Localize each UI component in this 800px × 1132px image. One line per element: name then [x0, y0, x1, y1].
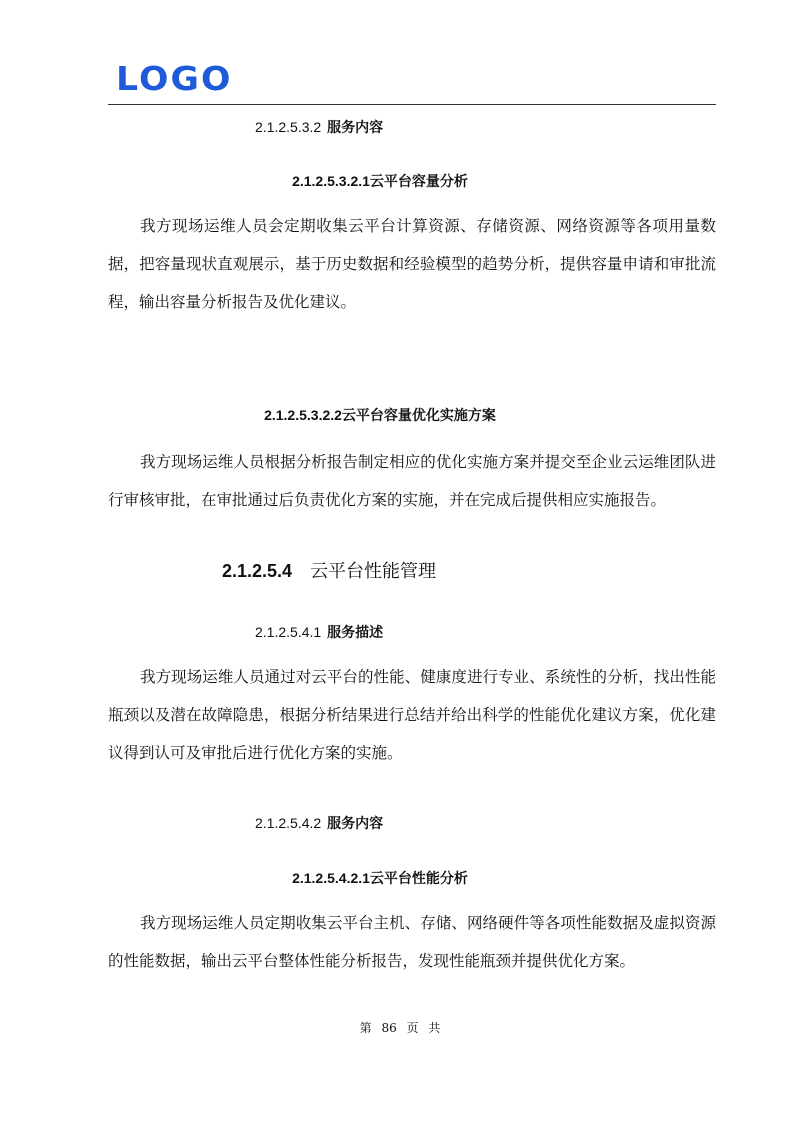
heading-number: 2.1.2.5.4.2.1: [292, 870, 370, 886]
heading-title: 云平台性能分析: [369, 870, 468, 886]
paragraph-performance-analysis: 我方现场运维人员定期收集云平台主机、存储、网络硬件等各项性能数据及虚拟资源的性能数据，输出云平台整体性能分析报告，发现性能瓶颈并提供优化方案。: [108, 914, 716, 970]
heading-title: 服务内容: [327, 119, 384, 135]
heading-title: 云平台性能管理: [310, 561, 437, 581]
page-number: 86: [381, 1021, 397, 1035]
logo: LOGO: [116, 59, 233, 98]
footer-unit: 页: [406, 1021, 419, 1035]
heading-2-1-2-5-4-1: [255, 625, 383, 639]
heading-number: 2.1.2.5.4: [222, 561, 293, 581]
page-footer: [0, 1022, 800, 1034]
heading-2-1-2-5-4-2: [255, 816, 383, 830]
heading-title: 服务内容: [327, 815, 384, 831]
heading-number: 2.1.2.5.3.2.2: [264, 407, 342, 423]
heading-title: 云平台容量分析: [369, 173, 468, 189]
footer-prefix: 第: [359, 1021, 372, 1035]
paragraph-performance-description: 我方现场运维人员通过对云平台的性能、健康度进行专业、系统性的分析，找出性能瓶颈以及潜在故障隐患，根据分析结果进行总结并给出科学的性能优化建议方案，优化建议得到认可及审批后进行优化方案的实施。: [108, 668, 716, 762]
heading-number: 2.1.2.5.4.1: [255, 624, 322, 640]
paragraph-capacity-analysis: 我方现场运维人员会定期收集云平台计算资源、存储资源、网络资源等各项用量数据，把容量现状直观展示，基于历史数据和经验模型的趋势分析，提供容量申请和审批流程，输出容量分析报告及优化建议。: [108, 217, 716, 311]
heading-number: 2.1.2.5.3.2.1: [292, 173, 370, 189]
heading-2-1-2-5-3-2-1: [0, 174, 760, 188]
heading-title: 云平台容量优化实施方案: [341, 407, 496, 423]
footer-suffix: 共: [428, 1021, 441, 1035]
heading-number: 2.1.2.5.3.2: [255, 119, 322, 135]
heading-2-1-2-5-4-2-1: [0, 871, 760, 885]
heading-title: 服务描述: [327, 624, 384, 640]
heading-2-1-2-5-3-2: [255, 120, 383, 134]
paragraph-capacity-optimization: 我方现场运维人员根据分析报告制定相应的优化实施方案并提交至企业云运维团队进行审核审批，在审批通过后负责优化方案的实施，并在完成后提供相应实施报告。: [108, 453, 716, 509]
heading-2-1-2-5-4: [222, 562, 436, 580]
heading-number: 2.1.2.5.4.2: [255, 815, 322, 831]
header-divider: [108, 104, 716, 105]
heading-2-1-2-5-3-2-2: [0, 408, 760, 422]
